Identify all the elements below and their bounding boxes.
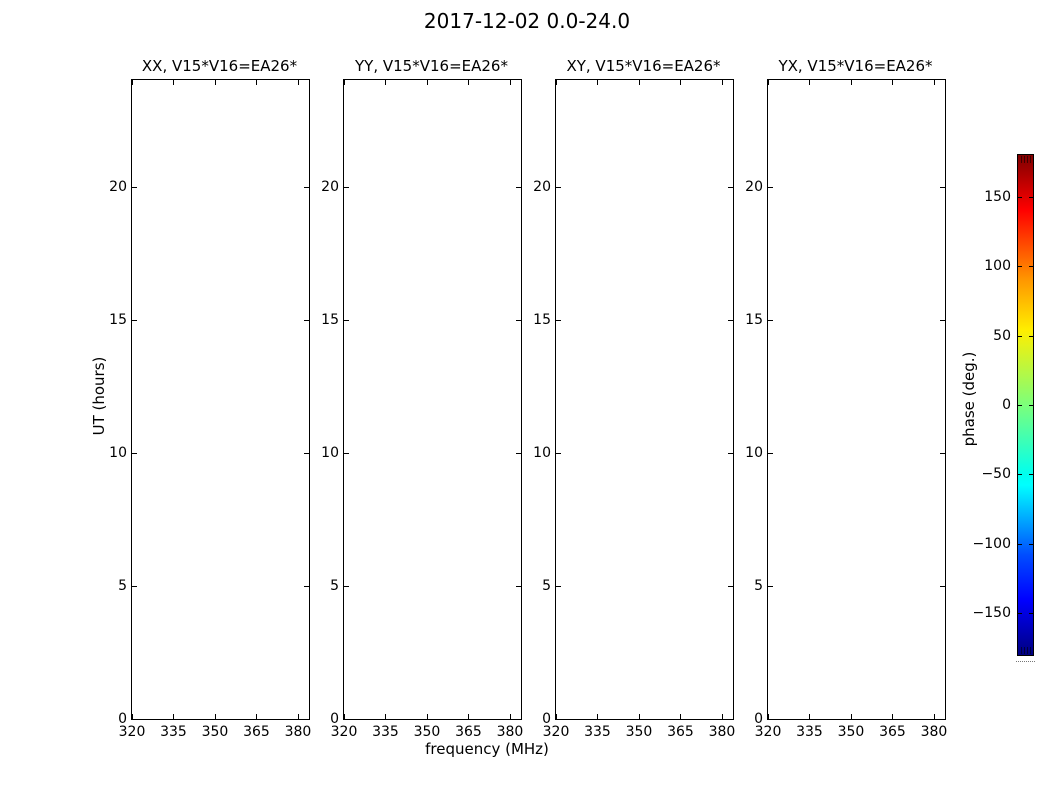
y-tick-mark xyxy=(556,187,561,188)
y-tick-mark-right xyxy=(940,719,945,720)
x-tick-mark xyxy=(809,714,810,719)
y-tick-mark xyxy=(768,453,773,454)
y-tick-label: 15 xyxy=(321,311,339,328)
colorbar-tick-mark xyxy=(1018,405,1022,406)
colorbar-tick-mark-right xyxy=(1029,613,1033,614)
y-tick-mark-right xyxy=(940,187,945,188)
x-tick-label: 320 xyxy=(754,724,782,740)
x-tick-mark xyxy=(298,714,299,719)
x-tick-mark-top xyxy=(639,80,640,85)
x-tick-label: 350 xyxy=(413,724,441,740)
y-tick-mark xyxy=(556,453,561,454)
x-tick-mark-top xyxy=(427,80,428,85)
colorbar-tick-mark-right xyxy=(1029,197,1033,198)
x-tick-mark-top xyxy=(809,80,810,85)
x-tick-mark xyxy=(680,714,681,719)
colorbar-tick-mark-right xyxy=(1029,266,1033,267)
x-tick-mark xyxy=(934,714,935,719)
colorbar-tick-label: 100 xyxy=(984,258,1011,275)
x-tick-mark xyxy=(510,714,511,719)
colorbar-tick-label: 50 xyxy=(993,327,1011,344)
subplot-title: YY, V15*V16=EA26* xyxy=(355,57,508,75)
y-tick-mark xyxy=(132,187,137,188)
colorbar-axis-label: phase (deg.) xyxy=(960,351,978,447)
y-tick-label: 15 xyxy=(109,311,127,328)
x-tick-label: 380 xyxy=(284,724,312,740)
x-axis-label: frequency (MHz) xyxy=(425,740,549,758)
x-tick-mark-top xyxy=(468,80,469,85)
y-tick-mark xyxy=(132,586,137,587)
y-tick-mark xyxy=(768,320,773,321)
x-tick-label: 380 xyxy=(708,724,736,740)
x-tick-label: 380 xyxy=(920,724,948,740)
x-tick-mark xyxy=(892,714,893,719)
y-tick-mark xyxy=(344,719,349,720)
x-tick-mark-top xyxy=(556,80,557,85)
x-tick-mark xyxy=(639,714,640,719)
y-tick-mark xyxy=(556,719,561,720)
y-tick-mark xyxy=(132,453,137,454)
colorbar-tick-mark xyxy=(1018,474,1022,475)
x-tick-mark xyxy=(256,714,257,719)
x-tick-label: 335 xyxy=(796,724,823,740)
subplot-panel-3 xyxy=(555,79,734,720)
x-tick-mark xyxy=(385,714,386,719)
y-tick-mark xyxy=(768,187,773,188)
x-tick-mark-top xyxy=(215,80,216,85)
y-tick-label: 5 xyxy=(754,577,763,594)
x-tick-mark-top xyxy=(597,80,598,85)
y-tick-mark xyxy=(556,320,561,321)
x-tick-mark-top xyxy=(344,80,345,85)
y-tick-label: 5 xyxy=(330,577,339,594)
y-tick-mark xyxy=(768,719,773,720)
x-tick-mark-top xyxy=(851,80,852,85)
x-tick-mark xyxy=(722,714,723,719)
colorbar-tick-label: −50 xyxy=(981,466,1011,483)
x-tick-label: 350 xyxy=(201,724,229,740)
y-tick-mark xyxy=(768,586,773,587)
x-tick-label: 365 xyxy=(243,724,270,740)
subplot-panel-4 xyxy=(767,79,946,720)
x-tick-mark-top xyxy=(256,80,257,85)
colorbar-tick-mark xyxy=(1018,266,1022,267)
x-tick-label: 365 xyxy=(879,724,906,740)
colorbar-tick-mark xyxy=(1018,197,1022,198)
x-tick-mark xyxy=(427,714,428,719)
x-tick-mark xyxy=(597,714,598,719)
x-tick-mark-top xyxy=(510,80,511,85)
colorbar-tick-label: −100 xyxy=(972,535,1011,552)
y-tick-mark-right xyxy=(940,320,945,321)
colorbar-tick-label: 0 xyxy=(1002,397,1011,413)
y-tick-label: 10 xyxy=(109,444,127,461)
colorbar xyxy=(1017,154,1034,656)
y-tick-label: 20 xyxy=(745,178,763,195)
y-tick-mark xyxy=(132,320,137,321)
y-axis-label: UT (hours) xyxy=(90,356,108,436)
x-tick-mark xyxy=(468,714,469,719)
x-tick-mark-top xyxy=(722,80,723,85)
x-tick-mark xyxy=(851,714,852,719)
colorbar-tick-mark-right xyxy=(1029,336,1033,337)
y-tick-mark xyxy=(556,586,561,587)
y-tick-label: 5 xyxy=(542,577,551,594)
x-tick-label: 380 xyxy=(496,724,524,740)
subplot-title: YX, V15*V16=EA26* xyxy=(778,57,933,75)
x-tick-label: 350 xyxy=(625,724,653,740)
y-tick-mark xyxy=(344,586,349,587)
y-tick-label: 5 xyxy=(118,577,127,594)
y-tick-mark xyxy=(344,320,349,321)
colorbar-tick-mark-right xyxy=(1029,474,1033,475)
subplot-panel-1 xyxy=(131,79,310,720)
x-tick-mark-top xyxy=(173,80,174,85)
x-tick-mark-top xyxy=(680,80,681,85)
colorbar-tick-mark-right xyxy=(1029,405,1033,406)
y-tick-label: 0 xyxy=(754,711,763,727)
colorbar-tick-mark xyxy=(1018,613,1022,614)
x-tick-label: 320 xyxy=(542,724,570,740)
colorbar-tick-label: 150 xyxy=(984,188,1011,205)
y-tick-label: 0 xyxy=(118,711,127,727)
y-tick-label: 15 xyxy=(533,311,551,328)
y-tick-label: 0 xyxy=(542,711,551,727)
x-tick-mark xyxy=(215,714,216,719)
x-tick-mark xyxy=(173,714,174,719)
y-tick-mark xyxy=(344,453,349,454)
x-tick-label: 335 xyxy=(372,724,399,740)
y-tick-mark-right xyxy=(940,586,945,587)
y-tick-mark xyxy=(132,719,137,720)
y-tick-label: 20 xyxy=(109,178,127,195)
x-tick-mark-top xyxy=(892,80,893,85)
x-tick-label: 335 xyxy=(160,724,187,740)
subplot-panel-2 xyxy=(343,79,522,720)
x-tick-label: 350 xyxy=(837,724,865,740)
x-tick-label: 365 xyxy=(667,724,694,740)
subplot-title: XY, V15*V16=EA26* xyxy=(566,57,721,75)
x-tick-label: 320 xyxy=(118,724,146,740)
subplot-title: XX, V15*V16=EA26* xyxy=(141,57,298,75)
y-tick-mark xyxy=(344,187,349,188)
colorbar-tick-mark xyxy=(1018,336,1022,337)
figure-title: 2017-12-02 0.0-24.0 xyxy=(423,9,631,33)
x-tick-label: 320 xyxy=(330,724,358,740)
colorbar-bottom-hatch xyxy=(1019,647,1032,654)
x-tick-label: 335 xyxy=(584,724,611,740)
y-tick-label: 10 xyxy=(533,444,551,461)
y-tick-label: 20 xyxy=(533,178,551,195)
colorbar-top-hatch xyxy=(1019,156,1032,163)
y-tick-label: 10 xyxy=(321,444,339,461)
x-tick-mark-top xyxy=(385,80,386,85)
y-tick-label: 10 xyxy=(745,444,763,461)
colorbar-tick-mark xyxy=(1018,544,1022,545)
x-tick-mark-top xyxy=(298,80,299,85)
colorbar-tick-label: −150 xyxy=(972,605,1011,622)
colorbar-dotted-edge xyxy=(1016,661,1035,662)
y-tick-label: 15 xyxy=(745,311,763,328)
x-tick-mark-top xyxy=(768,80,769,85)
x-tick-mark-top xyxy=(934,80,935,85)
y-tick-label: 0 xyxy=(330,711,339,727)
y-tick-label: 20 xyxy=(321,178,339,195)
x-tick-label: 365 xyxy=(455,724,482,740)
y-tick-mark-right xyxy=(940,453,945,454)
x-tick-mark-top xyxy=(132,80,133,85)
colorbar-tick-mark-right xyxy=(1029,544,1033,545)
